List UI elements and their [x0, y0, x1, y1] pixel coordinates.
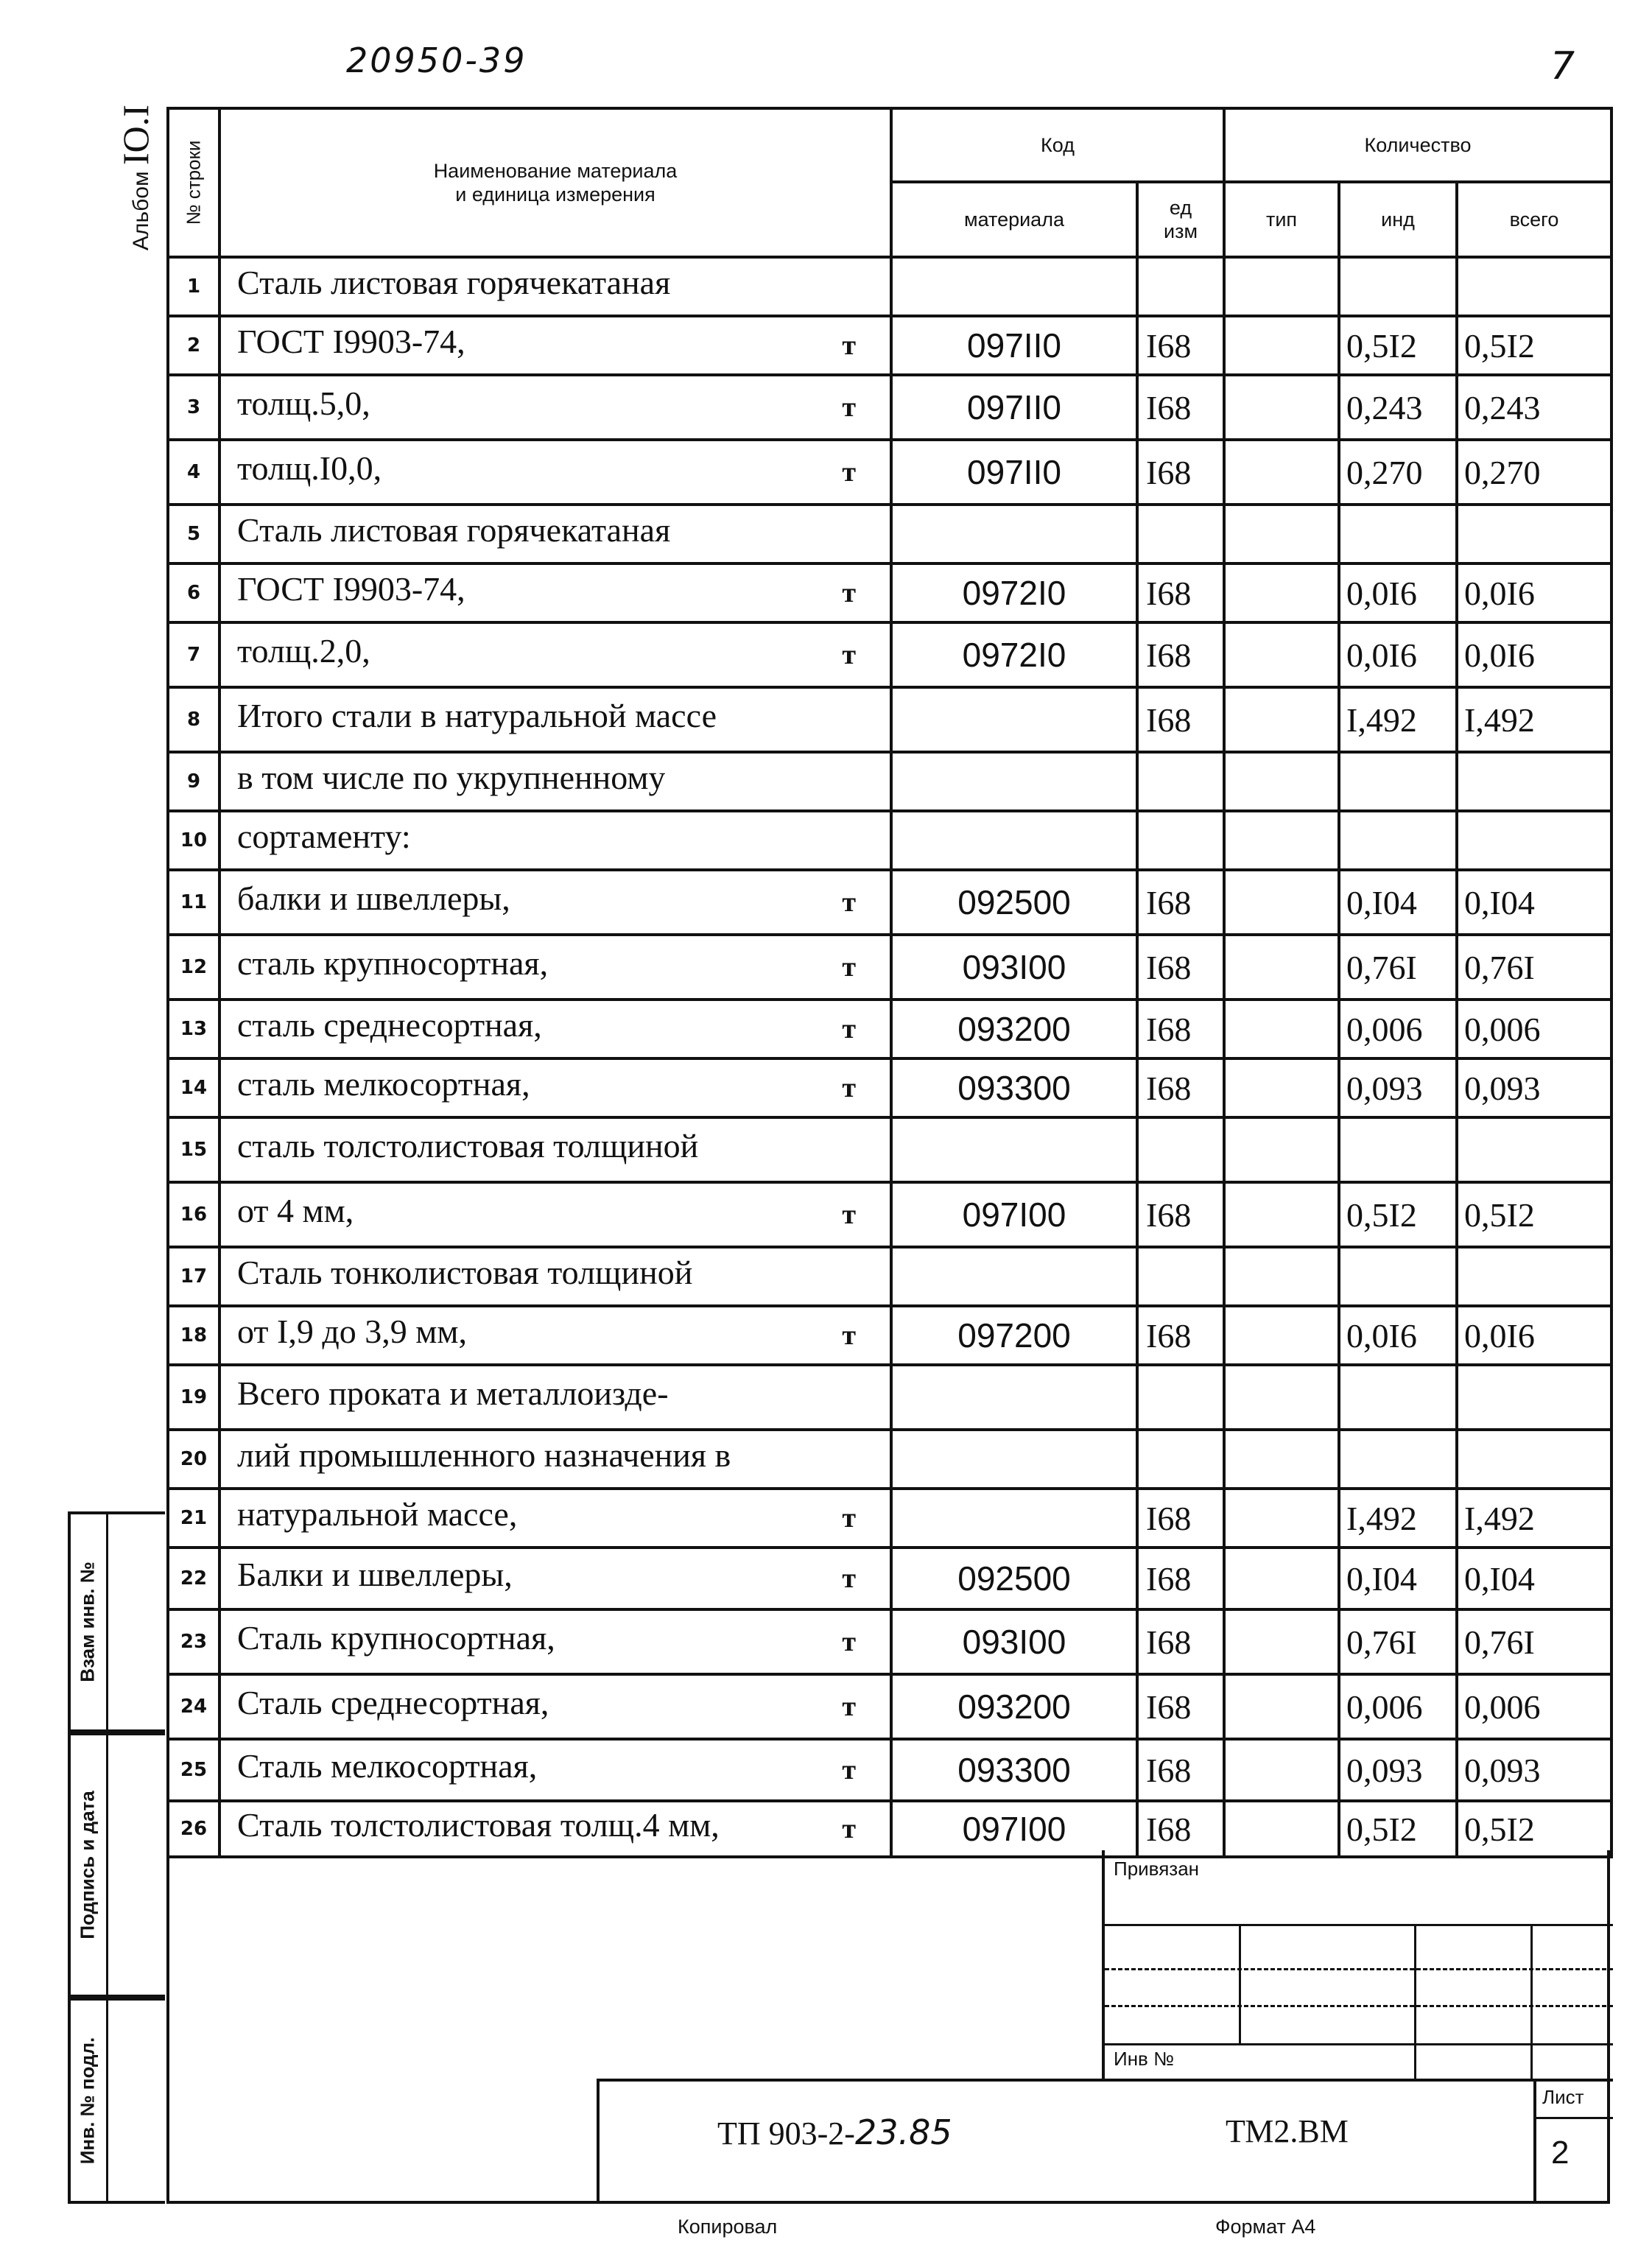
unit-code-cell: I68	[1137, 375, 1224, 440]
material-code-cell: 092500	[891, 870, 1137, 935]
material-name: сталь крупносортная,	[237, 944, 549, 982]
material-code-cell	[891, 257, 1137, 316]
row-number-cell: 22	[168, 1548, 219, 1609]
material-name: толщ.2,0,	[237, 632, 370, 670]
unit-label: т	[842, 1199, 856, 1230]
qty-ind-cell: 0,0I6	[1339, 1306, 1457, 1365]
qty-total-cell: 0,270	[1457, 440, 1611, 505]
qty-total-cell: 0,243	[1457, 375, 1611, 440]
qty-total-cell: 0,006	[1457, 1000, 1611, 1058]
unit-code-cell: I68	[1137, 1182, 1224, 1247]
qty-type-cell	[1224, 316, 1339, 375]
material-code-cell: 093300	[891, 1739, 1137, 1801]
table-row	[168, 1365, 1611, 1430]
unit-label: т	[842, 1320, 856, 1351]
material-code-cell: 097II0	[891, 316, 1137, 375]
qty-ind-cell: 0,I04	[1339, 870, 1457, 935]
unit-code-cell: I68	[1137, 1801, 1224, 1857]
row-number-cell: 21	[168, 1489, 219, 1548]
qty-ind-cell	[1339, 1365, 1457, 1430]
qty-type-cell	[1224, 752, 1339, 811]
replacement-inventory-box	[68, 1511, 165, 1732]
material-name: от I,9 до 3,9 мм,	[237, 1313, 467, 1350]
qty-ind-cell	[1339, 1117, 1457, 1182]
unit-code-cell	[1137, 257, 1224, 316]
unit-code-cell: I68	[1137, 563, 1224, 622]
material-name: лий промышленного назначения в	[237, 1436, 731, 1474]
unit-label: т	[842, 457, 856, 488]
unit-code-cell	[1137, 1117, 1224, 1182]
qty-total-cell	[1457, 1430, 1611, 1489]
row-number-cell: 17	[168, 1247, 219, 1306]
material-name-cell	[219, 1489, 891, 1548]
material-name-cell	[219, 505, 891, 563]
material-code-cell: 097II0	[891, 375, 1137, 440]
qty-total-cell: 0,5I2	[1457, 1801, 1611, 1857]
material-name-cell	[219, 1801, 891, 1857]
material-name: ГОСТ I9903-74,	[237, 323, 465, 360]
material-name: в том числе по укрупненному	[237, 759, 666, 796]
material-name-cell	[219, 375, 891, 440]
row-number-cell: 19	[168, 1365, 219, 1430]
sheet-number: 2	[1551, 2135, 1570, 2171]
table-row	[168, 440, 1611, 505]
row-number-header: № строки	[168, 108, 219, 257]
row-number-cell: 12	[168, 935, 219, 1000]
material-name-cell	[219, 1609, 891, 1674]
unit-code-cell: I68	[1137, 1489, 1224, 1548]
qty-ind-cell	[1339, 505, 1457, 563]
unit-label: т	[842, 1813, 856, 1844]
material-name-cell	[219, 257, 891, 316]
qty-type-cell	[1224, 1182, 1339, 1247]
qty-total-cell: 0,I04	[1457, 870, 1611, 935]
table-row	[168, 1058, 1611, 1117]
unit-label: т	[842, 1691, 856, 1722]
page-number: 7	[1550, 44, 1575, 88]
row-number-cell: 11	[168, 870, 219, 935]
table-row	[168, 1306, 1611, 1365]
name-header: Наименование материала и единица измерения	[219, 108, 891, 257]
qty-ind-cell: 0,006	[1339, 1674, 1457, 1739]
replacement-inventory-label: Взам инв. №	[76, 1562, 99, 1682]
table-row	[168, 1117, 1611, 1182]
table-row	[168, 375, 1611, 440]
unit-code-cell: I68	[1137, 687, 1224, 752]
format-label: Формат А4	[1215, 2216, 1316, 2238]
material-code-cell	[891, 505, 1137, 563]
qty-total-cell: 0,093	[1457, 1058, 1611, 1117]
copied-by-label: Копировал	[678, 2216, 778, 2238]
qty-total-cell	[1457, 257, 1611, 316]
unit-code-cell: I68	[1137, 935, 1224, 1000]
qty-type-cell	[1224, 1000, 1339, 1058]
qty-ind-cell: 0,243	[1339, 375, 1457, 440]
material-name: сталь толстолистовая толщиной	[237, 1127, 699, 1165]
qty-total-cell	[1457, 1117, 1611, 1182]
unit-code-cell: I68	[1137, 1674, 1224, 1739]
unit-code-cell	[1137, 811, 1224, 870]
row-number-cell: 13	[168, 1000, 219, 1058]
sheet-box	[1533, 2082, 1613, 2204]
material-name: Всего проката и металлоизде-	[237, 1374, 669, 1412]
unit-code-cell: I68	[1137, 316, 1224, 375]
table-row	[168, 1609, 1611, 1674]
qty-type-cell	[1224, 440, 1339, 505]
qty-total-cell	[1457, 1247, 1611, 1306]
qty-type-cell	[1224, 622, 1339, 687]
document-code: 20950-39	[346, 41, 527, 80]
qty-ind-cell: 0,093	[1339, 1739, 1457, 1801]
drawing-mark: ТМ2.ВМ	[1226, 2113, 1349, 2149]
material-code-cell: 093300	[891, 1058, 1137, 1117]
qty-type-cell	[1224, 935, 1339, 1000]
material-code-cell	[891, 687, 1137, 752]
row-number-cell: 3	[168, 375, 219, 440]
row-number-cell: 6	[168, 563, 219, 622]
binding-label: Привязан	[1114, 1858, 1200, 1880]
material-name-cell	[219, 811, 891, 870]
qty-total-cell: 0,5I2	[1457, 316, 1611, 375]
qty-ind-cell: 0,76I	[1339, 935, 1457, 1000]
material-name-cell	[219, 1365, 891, 1430]
material-name-cell	[219, 1058, 891, 1117]
material-name: Сталь среднесортная,	[237, 1684, 549, 1721]
table-row	[168, 752, 1611, 811]
row-number-cell: 20	[168, 1430, 219, 1489]
qty-type-cell	[1224, 1489, 1339, 1548]
qty-total-cell: 0,0I6	[1457, 622, 1611, 687]
material-name: Сталь мелкосортная,	[237, 1747, 538, 1785]
album-prefix: Альбом	[129, 171, 153, 250]
signature-date-box	[68, 1732, 165, 1998]
material-name: Балки и швеллеры,	[237, 1556, 513, 1593]
qty-total-cell: 0,006	[1457, 1674, 1611, 1739]
row-number-cell: 14	[168, 1058, 219, 1117]
material-name: толщ.I0,0,	[237, 449, 382, 487]
qty-ind-cell: I,492	[1339, 1489, 1457, 1548]
row-number-cell: 2	[168, 316, 219, 375]
material-code-cell	[891, 752, 1137, 811]
qty-ind-cell	[1339, 811, 1457, 870]
row-number-cell: 5	[168, 505, 219, 563]
material-code-cell: 093200	[891, 1674, 1137, 1739]
unit-code-cell: I68	[1137, 1058, 1224, 1117]
material-name-cell	[219, 1548, 891, 1609]
qty-type-cell	[1224, 1430, 1339, 1489]
qty-ind-cell: I,492	[1339, 687, 1457, 752]
qty-total-cell: 0,093	[1457, 1739, 1611, 1801]
unit-label: т	[842, 639, 856, 670]
material-name: толщ.5,0,	[237, 384, 370, 422]
qty-ind-cell: 0,0I6	[1339, 563, 1457, 622]
table-row	[168, 1247, 1611, 1306]
material-code-cell: 092500	[891, 1548, 1137, 1609]
qty-total-cell: 0,76I	[1457, 935, 1611, 1000]
unit-code-cell: I68	[1137, 622, 1224, 687]
material-name: сталь мелкосортная,	[237, 1065, 530, 1103]
unit-code-cell	[1137, 1430, 1224, 1489]
qty-ind-cell	[1339, 257, 1457, 316]
qty-type-cell	[1224, 811, 1339, 870]
unit-code-cell: I68	[1137, 1609, 1224, 1674]
qty-type-cell	[1224, 257, 1339, 316]
qty-type-cell	[1224, 870, 1339, 935]
qty-ind-cell: 0,5I2	[1339, 1182, 1457, 1247]
material-name: Сталь листовая горячекатаная	[237, 511, 671, 549]
unit-code-cell: I68	[1137, 1000, 1224, 1058]
unit-label: т	[842, 887, 856, 918]
material-name: балки и швеллеры,	[237, 879, 510, 917]
album-label	[114, 105, 157, 250]
table-row	[168, 622, 1611, 687]
row-number-cell: 9	[168, 752, 219, 811]
qty-total-cell: 0,0I6	[1457, 563, 1611, 622]
unit-code-cell	[1137, 1247, 1224, 1306]
material-name-cell	[219, 935, 891, 1000]
title-block	[166, 1850, 1610, 2204]
material-code-cell	[891, 1489, 1137, 1548]
qty-total-cell	[1457, 1365, 1611, 1430]
material-name-cell	[219, 440, 891, 505]
unit-code-cell	[1137, 752, 1224, 811]
material-name-cell	[219, 1739, 891, 1801]
qty-type-cell	[1224, 563, 1339, 622]
qty-ind-cell: 0,5I2	[1339, 316, 1457, 375]
qty-type-cell	[1224, 1306, 1339, 1365]
qty-type-cell	[1224, 1739, 1339, 1801]
unit-code-cell: I68	[1137, 1739, 1224, 1801]
material-code-cell	[891, 1365, 1137, 1430]
material-code-cell: 097200	[891, 1306, 1137, 1365]
table-row	[168, 563, 1611, 622]
row-number-cell: 24	[168, 1674, 219, 1739]
qty-total-cell: 0,0I6	[1457, 1306, 1611, 1365]
material-name-cell	[219, 1000, 891, 1058]
row-number-cell: 8	[168, 687, 219, 752]
table-row	[168, 1801, 1611, 1857]
code-unit-header: ед изм	[1137, 182, 1224, 257]
unit-code-cell	[1137, 505, 1224, 563]
table-row	[168, 1739, 1611, 1801]
material-code-cell	[891, 1117, 1137, 1182]
qty-type-cell	[1224, 1365, 1339, 1430]
row-number-cell: 15	[168, 1117, 219, 1182]
qty-ind-cell: 0,I04	[1339, 1548, 1457, 1609]
qty-type-cell	[1224, 1609, 1339, 1674]
unit-label: т	[842, 1503, 856, 1534]
original-inventory-box	[68, 1998, 165, 2204]
material-name: сталь среднесортная,	[237, 1006, 542, 1044]
table-row	[168, 316, 1611, 375]
material-name-cell	[219, 870, 891, 935]
qty-ind-cell: 0,270	[1339, 440, 1457, 505]
qty-total-cell: 0,5I2	[1457, 1182, 1611, 1247]
qty-total-cell: I,492	[1457, 687, 1611, 752]
binding-box	[1102, 1850, 1613, 2079]
table-body	[168, 257, 1611, 1857]
materials-table	[166, 107, 1613, 1858]
unit-label: т	[842, 330, 856, 361]
qty-total-cell	[1457, 811, 1611, 870]
material-code-cell: 093I00	[891, 935, 1137, 1000]
table-row	[168, 811, 1611, 870]
material-name-cell	[219, 316, 891, 375]
material-code-cell: 097II0	[891, 440, 1137, 505]
unit-code-cell: I68	[1137, 1548, 1224, 1609]
unit-label: т	[842, 1626, 856, 1657]
unit-label: т	[842, 392, 856, 423]
qty-total-header: всего	[1457, 182, 1611, 257]
unit-code-cell: I68	[1137, 870, 1224, 935]
unit-label: т	[842, 1072, 856, 1103]
qty-type-cell	[1224, 1674, 1339, 1739]
unit-label: т	[842, 1014, 856, 1044]
qty-total-cell: I,492	[1457, 1489, 1611, 1548]
material-name-cell	[219, 622, 891, 687]
qty-ind-cell: 0,5I2	[1339, 1801, 1457, 1857]
material-code-cell: 097I00	[891, 1182, 1137, 1247]
material-code-cell	[891, 811, 1137, 870]
table-row	[168, 1548, 1611, 1609]
qty-type-header: тип	[1224, 182, 1339, 257]
qty-ind-cell: 0,093	[1339, 1058, 1457, 1117]
material-code-cell: 0972I0	[891, 622, 1137, 687]
material-code-cell: 097I00	[891, 1801, 1137, 1857]
material-code-cell: 093200	[891, 1000, 1137, 1058]
material-name-cell	[219, 1674, 891, 1739]
qty-ind-cell	[1339, 1247, 1457, 1306]
designation-box	[597, 2079, 1613, 2204]
qty-type-cell	[1224, 1548, 1339, 1609]
original-inventory-label: Инв. № подл.	[76, 2037, 99, 2165]
material-name-cell	[219, 1430, 891, 1489]
material-name: Сталь толстолистовая толщ.4 мм,	[237, 1806, 720, 1844]
material-name-cell	[219, 1117, 891, 1182]
project-designation	[717, 2112, 952, 2152]
unit-code-cell: I68	[1137, 440, 1224, 505]
qty-total-cell: 0,76I	[1457, 1609, 1611, 1674]
material-name: от 4 мм,	[237, 1192, 354, 1229]
table-row	[168, 257, 1611, 316]
qty-ind-cell: 0,006	[1339, 1000, 1457, 1058]
material-name-cell	[219, 1182, 891, 1247]
material-name: Сталь тонколистовая толщиной	[237, 1254, 693, 1291]
material-name-cell	[219, 752, 891, 811]
qty-ind-header: инд	[1339, 182, 1457, 257]
qty-total-cell	[1457, 505, 1611, 563]
table-row	[168, 687, 1611, 752]
material-name: Сталь крупносортная,	[237, 1619, 555, 1657]
material-name: натуральной массе,	[237, 1495, 518, 1533]
table-row	[168, 870, 1611, 935]
sheet-label: Лист	[1542, 2086, 1584, 2108]
material-code-cell	[891, 1247, 1137, 1306]
table-row	[168, 1000, 1611, 1058]
qty-type-cell	[1224, 687, 1339, 752]
row-number-cell: 4	[168, 440, 219, 505]
unit-label: т	[842, 577, 856, 608]
material-name-cell	[219, 1247, 891, 1306]
material-name-cell	[219, 687, 891, 752]
unit-label: т	[842, 1563, 856, 1594]
qty-total-cell: 0,I04	[1457, 1548, 1611, 1609]
qty-type-cell	[1224, 1801, 1339, 1857]
material-name: ГОСТ I9903-74,	[237, 570, 465, 608]
project-number: 23.85	[854, 2112, 952, 2152]
material-name-cell	[219, 563, 891, 622]
qty-type-cell	[1224, 375, 1339, 440]
material-name: Итого стали в натуральной массе	[237, 697, 717, 734]
table-row	[168, 1489, 1611, 1548]
quantity-header: Количество	[1224, 108, 1611, 182]
code-header: Код	[891, 108, 1224, 182]
row-number-cell: 26	[168, 1801, 219, 1857]
qty-ind-cell	[1339, 752, 1457, 811]
row-number-cell: 10	[168, 811, 219, 870]
qty-type-cell	[1224, 1058, 1339, 1117]
qty-ind-cell: 0,0I6	[1339, 622, 1457, 687]
table-row	[168, 935, 1611, 1000]
material-code-cell: 093I00	[891, 1609, 1137, 1674]
row-number-cell: 25	[168, 1739, 219, 1801]
qty-type-cell	[1224, 505, 1339, 563]
signature-date-label: Подпись и дата	[76, 1791, 99, 1939]
project-prefix: ТП 903-2-	[717, 2115, 855, 2152]
qty-type-cell	[1224, 1247, 1339, 1306]
material-name: сортаменту:	[237, 818, 411, 855]
qty-type-cell	[1224, 1117, 1339, 1182]
album-number: IO.I	[115, 105, 156, 166]
inventory-label: Инв №	[1114, 2048, 1174, 2070]
row-number-cell: 18	[168, 1306, 219, 1365]
row-number-cell: 23	[168, 1609, 219, 1674]
table-row	[168, 505, 1611, 563]
unit-label: т	[842, 1755, 856, 1785]
material-name-cell	[219, 1306, 891, 1365]
code-material-header: материала	[891, 182, 1137, 257]
row-number-cell: 16	[168, 1182, 219, 1247]
material-code-cell: 0972I0	[891, 563, 1137, 622]
qty-ind-cell	[1339, 1430, 1457, 1489]
material-name: Сталь листовая горячекатаная	[237, 264, 671, 301]
unit-code-cell	[1137, 1365, 1224, 1430]
table-row	[168, 1674, 1611, 1739]
table-row	[168, 1430, 1611, 1489]
qty-ind-cell: 0,76I	[1339, 1609, 1457, 1674]
row-number-cell: 7	[168, 622, 219, 687]
row-number-cell: 1	[168, 257, 219, 316]
material-code-cell	[891, 1430, 1137, 1489]
unit-code-cell: I68	[1137, 1306, 1224, 1365]
qty-total-cell	[1457, 752, 1611, 811]
table-row	[168, 1182, 1611, 1247]
unit-label: т	[842, 952, 856, 983]
